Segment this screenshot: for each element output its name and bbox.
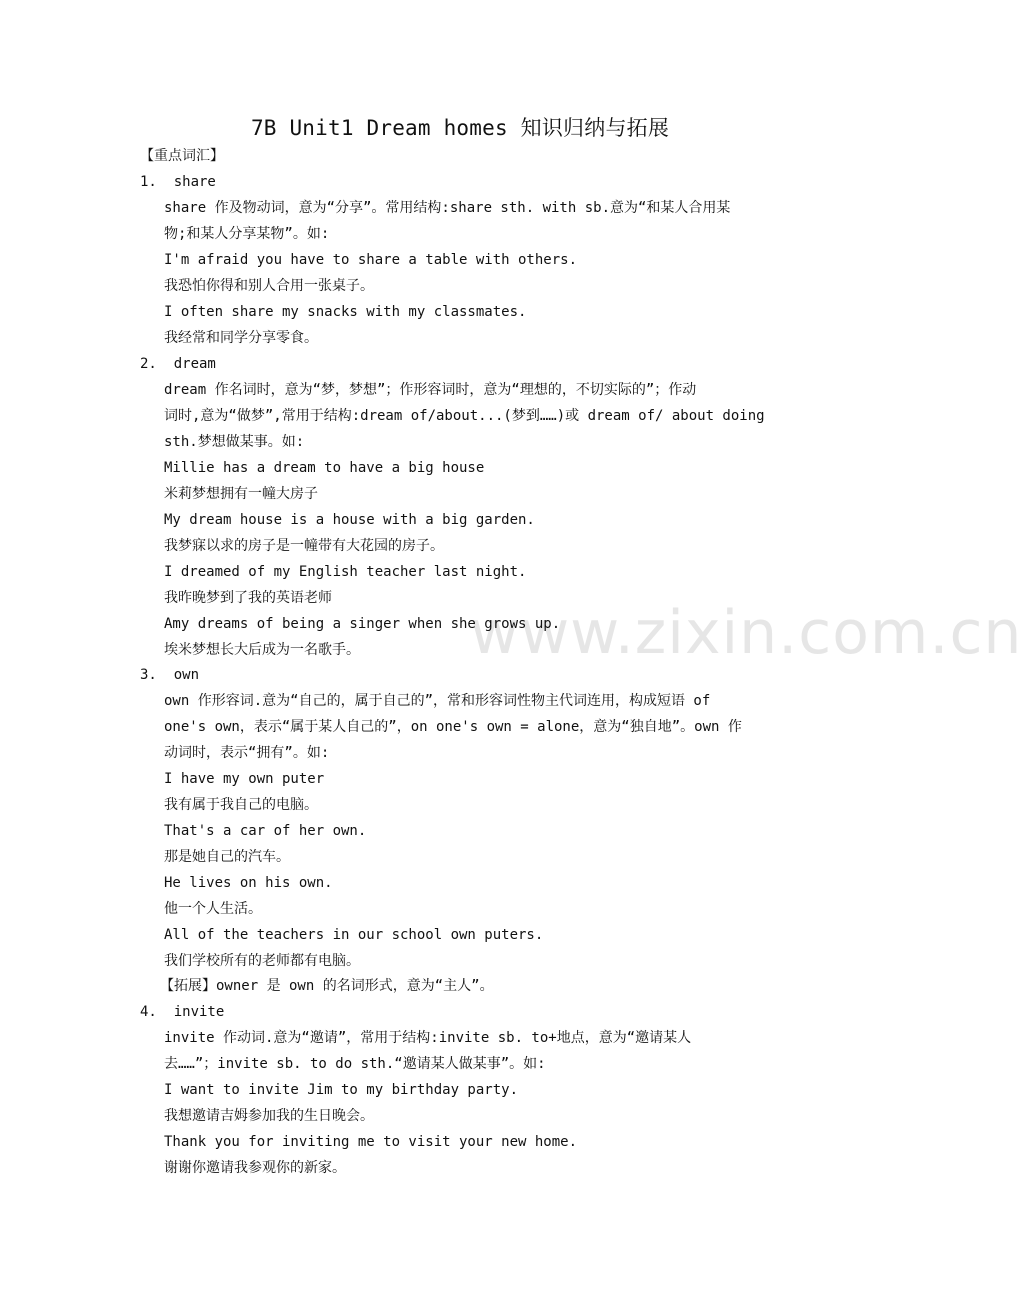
example-sentence: Amy dreams of being a singer when she grows up. [164, 616, 561, 632]
example-sentence: That's a car of her own. [164, 823, 367, 839]
example-translation: 我恐怕你得和别人合用一张桌子。 [164, 278, 374, 294]
example-sentence: I want to invite Jim to my birthday party. [164, 1082, 519, 1098]
example-translation: 那是她自己的汽车。 [164, 849, 290, 865]
item-heading-invite [140, 1002, 224, 1022]
example-sentence: I often share my snacks with my classmates. [164, 304, 527, 320]
example-translation: 我们学校所有的老师都有电脑。 [164, 953, 360, 969]
example-sentence: I'm afraid you have to share a table with others. [164, 252, 578, 268]
example-sentence: He lives on his own. [164, 875, 333, 891]
text-line: 词时,意为“做梦”,常用于结构:dream of/about...(梦到……)或 dream of/ about doing [164, 408, 765, 424]
item-number: 2. [140, 356, 157, 372]
watermark: www.zixin.com.cn [470, 598, 1022, 668]
example-translation: 我有属于我自己的电脑。 [164, 797, 318, 813]
example-translation: 我想邀请吉姆参加我的生日晚会。 [164, 1108, 374, 1124]
item-number: 3. [140, 667, 157, 683]
text-line: share 作及物动词，意为“分享”。常用结构:share sth. with sb.意为“和某人合用某 [164, 200, 731, 216]
item-word: invite [173, 1004, 225, 1020]
example-translation: 我梦寐以求的房子是一幢带有大花园的房子。 [164, 538, 444, 554]
text-line: one's own，表示“属于某人自己的”，on one's own = alone，意为“独自地”。own 作 [164, 719, 742, 735]
text-line: own 作形容词.意为“自己的，属于自己的”，常和形容词性物主代词连用，构成短语 of [164, 693, 711, 709]
text-line: 物;和某人分享某物”。如: [164, 226, 330, 242]
item-word: dream [173, 356, 216, 372]
example-translation: 我昨晚梦到了我的英语老师 [164, 590, 332, 606]
item-heading-dream [140, 354, 216, 374]
item-heading-share [140, 172, 216, 192]
example-sentence: Millie has a dream to have a big house [164, 460, 485, 476]
example-translation: 我经常和同学分享零食。 [164, 330, 318, 346]
page-title: 7B Unit1 Dream homes 知识归纳与拓展 [250, 116, 670, 140]
item-word: own [173, 667, 200, 683]
text-line: invite 作动词.意为“邀请”，常用于结构:invite sb. to+地点，意为“邀请某人 [164, 1030, 692, 1046]
item-heading-own [140, 665, 199, 685]
example-translation: 埃米梦想长大后成为一名歌手。 [164, 642, 360, 658]
example-translation: 米莉梦想拥有一幢大房子 [164, 486, 318, 502]
example-translation: 谢谢你邀请我参观你的新家。 [164, 1160, 346, 1176]
item-word: share [173, 174, 216, 190]
text-line: sth.梦想做某事。如: [164, 434, 305, 450]
example-sentence: I have my own puter [164, 771, 325, 787]
extension-note: 【拓展】owner 是 own 的名词形式，意为“主人”。 [160, 978, 494, 994]
item-number: 4. [140, 1004, 157, 1020]
example-sentence: My dream house is a house with a big garden. [164, 512, 535, 528]
example-translation: 他一个人生活。 [164, 901, 262, 917]
example-sentence: Thank you for inviting me to visit your new home. [164, 1134, 578, 1150]
example-sentence: I dreamed of my English teacher last night. [164, 564, 527, 580]
text-line: dream 作名词时，意为“梦，梦想”；作形容词时，意为“理想的，不切实际的”；作动 [164, 382, 697, 398]
text-line: 去……”；invite sb. to do sth.“邀请某人做某事”。如: [164, 1056, 546, 1072]
example-sentence: All of the teachers in our school own puters. [164, 927, 544, 943]
item-number: 1. [140, 174, 157, 190]
text-line: 动词时，表示“拥有”。如: [164, 745, 330, 761]
section-heading: 【重点词汇】 [140, 148, 224, 164]
